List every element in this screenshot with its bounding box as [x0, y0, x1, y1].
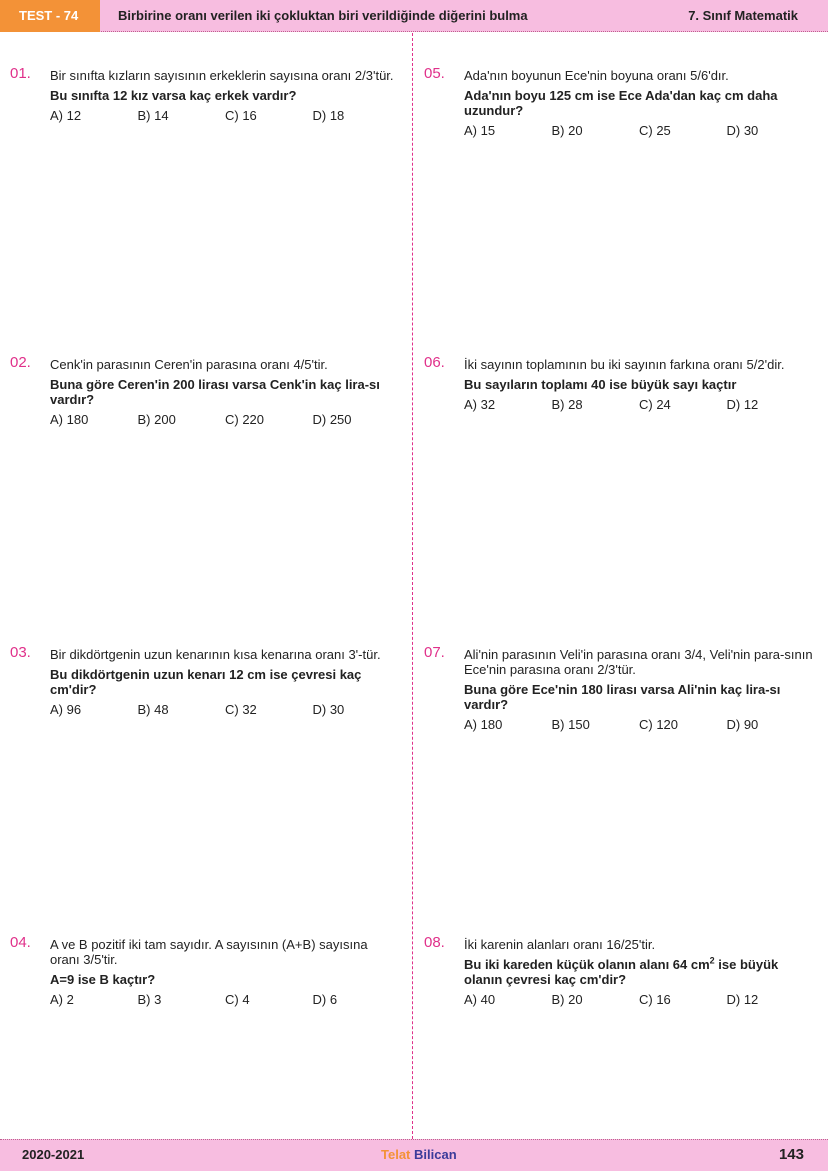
question-4 — [10, 934, 400, 1007]
question-stem: İki sayının toplamının bu iki sayının farkına oranı 5/2'dir. — [464, 357, 785, 372]
page-number: 143 — [778, 1146, 804, 1163]
option-b[interactable]: B) 14 — [137, 108, 169, 123]
answer-options — [464, 123, 814, 138]
option-d[interactable]: D) 90 — [726, 717, 759, 732]
option-c[interactable]: C) 120 — [639, 717, 679, 732]
option-b[interactable]: B) 48 — [137, 702, 169, 717]
question-1 — [10, 65, 400, 123]
question-stem: A ve B pozitif iki tam sayıdır. A sayısının (A+B) sayısına oranı 3/5'tir. — [50, 937, 368, 967]
question-stem: Cenk'in parasının Ceren'in parasına oranı 4/5'tir. — [50, 357, 328, 372]
question-prompt: Bu sayıların toplamı 40 ise büyük sayı kaçtır — [464, 377, 737, 392]
column-divider — [412, 33, 413, 1139]
question-prompt: Bu dikdörtgenin uzun kenarı 12 cm ise çevresi kaç cm'dir? — [50, 667, 362, 697]
question-number: 05. — [424, 65, 445, 82]
question-prompt: Bu sınıfta 12 kız varsa kaç erkek vardır? — [50, 88, 297, 103]
subject-label: 7. Sınıf Matematik — [688, 8, 798, 23]
question-3 — [10, 644, 400, 717]
option-b[interactable]: B) 28 — [551, 397, 583, 412]
question-prompt: Buna göre Ece'nin 180 lirası varsa Ali'nin kaç lira-sı vardır? — [464, 682, 781, 712]
test-label: TEST - 74 — [0, 0, 100, 32]
option-d[interactable]: D) 18 — [312, 108, 345, 123]
option-c[interactable]: C) 220 — [225, 412, 265, 427]
option-a[interactable]: A) 12 — [50, 108, 82, 123]
question-number: 07. — [424, 644, 445, 661]
question-prompt: Ada'nın boyu 125 cm ise Ece Ada'dan kaç cm daha uzundur? — [464, 88, 778, 118]
option-c[interactable]: C) 16 — [225, 108, 257, 123]
author: Telat Bilican — [381, 1147, 457, 1162]
option-c[interactable]: C) 16 — [639, 992, 671, 1007]
answer-options — [464, 992, 814, 1007]
option-d[interactable]: D) 12 — [726, 992, 759, 1007]
option-a[interactable]: A) 96 — [50, 702, 82, 717]
answer-options — [50, 412, 400, 427]
option-c[interactable]: C) 32 — [225, 702, 257, 717]
question-number: 06. — [424, 354, 445, 371]
option-b[interactable]: B) 20 — [551, 992, 583, 1007]
question-stem: Ali'nin parasının Veli'in parasına oranı 3/4, Veli'nin para-sının Ece'nin parasına oranı 2/3'tür. — [464, 647, 813, 677]
option-b[interactable]: B) 3 — [137, 992, 162, 1007]
question-7 — [424, 644, 814, 732]
school-year: 2020-2021 — [22, 1147, 85, 1162]
option-c[interactable]: C) 24 — [639, 397, 671, 412]
question-2 — [10, 354, 400, 427]
option-d[interactable]: D) 250 — [312, 412, 352, 427]
option-d[interactable]: D) 6 — [312, 992, 338, 1007]
answer-options — [50, 108, 400, 123]
question-number: 02. — [10, 354, 31, 371]
page-header — [0, 0, 828, 32]
page-title: Birbirine oranı verilen iki çokluktan biri verildiğinde diğerini bulma — [118, 8, 528, 23]
option-a[interactable]: A) 2 — [50, 992, 74, 1007]
option-a[interactable]: A) 180 — [464, 717, 503, 732]
question-6 — [424, 354, 814, 412]
option-b[interactable]: B) 200 — [137, 412, 176, 427]
question-number: 08. — [424, 934, 445, 951]
option-d[interactable]: D) 12 — [726, 397, 759, 412]
option-d[interactable]: D) 30 — [726, 123, 759, 138]
option-a[interactable]: A) 15 — [464, 123, 496, 138]
option-d[interactable]: D) 30 — [312, 702, 345, 717]
question-number: 04. — [10, 934, 31, 951]
question-8 — [424, 934, 814, 1007]
answer-options — [464, 397, 814, 412]
option-a[interactable]: A) 32 — [464, 397, 496, 412]
option-b[interactable]: B) 20 — [551, 123, 583, 138]
option-a[interactable]: A) 180 — [50, 412, 89, 427]
option-c[interactable]: C) 25 — [639, 123, 671, 138]
option-b[interactable]: B) 150 — [551, 717, 590, 732]
question-prompt: Buna göre Ceren'in 200 lirası varsa Cenk'in kaç lira-sı vardır? — [50, 377, 380, 407]
question-stem: Ada'nın boyunun Ece'nin boyuna oranı 5/6'dır. — [464, 68, 729, 83]
question-prompt: Bu iki kareden küçük olanın alanı 64 $cm^2$ ise büyük olanın çevresi kaç cm'dir? — [464, 955, 779, 987]
question-prompt: A=9 ise B kaçtır? — [50, 972, 156, 987]
option-a[interactable]: A) 40 — [464, 992, 496, 1007]
question-number: 03. — [10, 644, 31, 661]
question-stem: İki karenin alanları oranı 16/25'tir. — [464, 937, 656, 952]
option-c[interactable]: C) 4 — [225, 992, 250, 1007]
question-stem: Bir sınıfta kızların sayısının erkeklerin sayısına oranı 2/3'tür. — [50, 68, 394, 83]
page-footer — [0, 1139, 828, 1171]
answer-options — [50, 702, 400, 717]
question-5 — [424, 65, 814, 138]
question-number: 01. — [10, 65, 31, 82]
answer-options — [464, 717, 814, 732]
answer-options — [50, 992, 400, 1007]
question-stem: Bir dikdörtgenin uzun kenarının kısa kenarına oranı 3'-tür. — [50, 647, 381, 662]
